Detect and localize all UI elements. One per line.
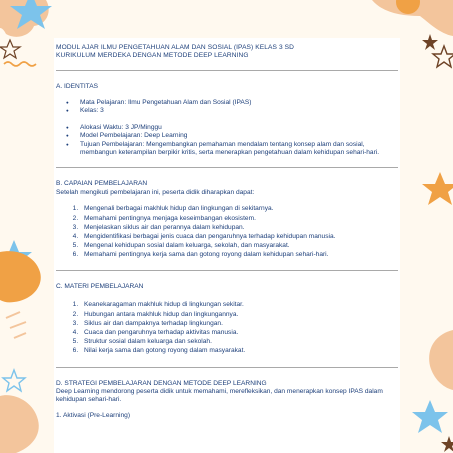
list-item: 6. Nilai kerja sama dan gotong royong dalam masyarakat. <box>80 347 398 355</box>
list-item: 2. Hubungan antara makhluk hidup dan lingkungannya. <box>80 311 398 319</box>
list-item: 3. Menjelaskan siklus air dan perannya dalam kehidupan. <box>80 224 398 232</box>
orange-star-icon <box>422 172 453 205</box>
outcomes-list <box>56 205 398 259</box>
list-item: ● Alokasi Waktu: 3 JP/Minggu <box>80 124 398 132</box>
list-item: 6. Memahami pentingnya kerja sama dan gotong royong dalam kehidupan sehari-hari. <box>80 251 398 259</box>
list-item: 5. Mengenal kehidupan sosial dalam keluarga, sekolah, dan masyarakat. <box>80 242 398 250</box>
list-item: 4. Cuaca dan pengaruhnya terhadap aktivitas manusia. <box>80 329 398 337</box>
list-item: 1. Mengenali berbagai makhluk hidup dan lingkungan di sekitarnya. <box>80 205 398 213</box>
list-item: ● Kelas: 3 <box>80 107 398 115</box>
list-item: 4. Mengidentifikasi berbagai jenis cuaca dan pengaruhnya terhadap kehidupan manusia. <box>80 233 398 241</box>
blue-outline-star-icon <box>3 370 25 391</box>
list-item: ● Tujuan Pembelajaran: Mengembangkan pemahaman mendalam tentang konsep alam dan sosial, membangun keterampilan berpikir kritis, serta menerapkan pengetahuan dalam kehidupan sehari-hari. <box>80 141 398 157</box>
divider <box>56 70 398 71</box>
orange-squiggle <box>4 62 36 66</box>
materials-list <box>56 301 398 355</box>
brown-outline-star-icon <box>433 46 453 67</box>
section-heading: B. CAPAIAN PEMBELAJARAN <box>56 180 148 188</box>
peach-cloud-bottom-right <box>429 330 453 390</box>
section-intro: Deep Learning mendorong peserta didik untuk memahami, merefleksikan, dan menerapkan konsep IPAS dalam kehidupan sehari-hari. <box>56 387 383 403</box>
list-item: 2. Memahami pentingnya menjaga keseimbangan ekosistem. <box>80 215 398 223</box>
divider <box>56 367 398 368</box>
divider <box>56 167 398 168</box>
document-page <box>54 38 400 453</box>
document-title <box>56 44 398 61</box>
list-item: 5. Struktur sosial dalam keluarga dan sekolah. <box>80 338 398 346</box>
brown-star-icon <box>441 436 453 452</box>
subsection-heading: 1. Aktivasi (Pre-Learning) <box>56 411 131 419</box>
section-intro: Setelah mengikuti pembelajaran ini, peserta didik diharapkan dapat: <box>56 189 255 197</box>
section-heading: A. IDENTITAS <box>56 82 99 90</box>
title-line: KURIKULUM MERDEKA DENGAN METODE DEEP LEARNING <box>56 52 249 60</box>
section-heading: C. MATERI PEMBELAJARAN <box>56 283 144 291</box>
identity-list <box>56 99 398 116</box>
list-item: ● Model Pembelajaran: Deep Learning <box>80 132 398 140</box>
section-heading: D. STRATEGI PEMBELAJARAN DENGAN METODE DEEP LEARNING <box>56 379 267 387</box>
divider <box>56 270 398 271</box>
identity-list <box>56 124 398 157</box>
peach-dashes <box>6 312 26 338</box>
list-item: ● Mata Pelajaran: Ilmu Pengetahuan Alam dan Sosial (IPAS) <box>80 99 398 107</box>
dark-brown-star-icon <box>422 34 438 50</box>
list-item: 1. Keanekaragaman makhluk hidup di lingkungan sekitar. <box>80 301 398 309</box>
peach-cloud-bottom-left <box>0 395 39 453</box>
blue-star-icon <box>412 400 448 433</box>
list-item: 3. Siklus air dan dampaknya terhadap lingkungan. <box>80 320 398 328</box>
title-line: MODUL AJAR ILMU PENGETAHUAN ALAM DAN SOSIAL (IPAS) KELAS 3 SD <box>56 44 295 51</box>
orange-blob-left <box>0 251 41 302</box>
brown-outline-star-icon <box>0 40 20 58</box>
